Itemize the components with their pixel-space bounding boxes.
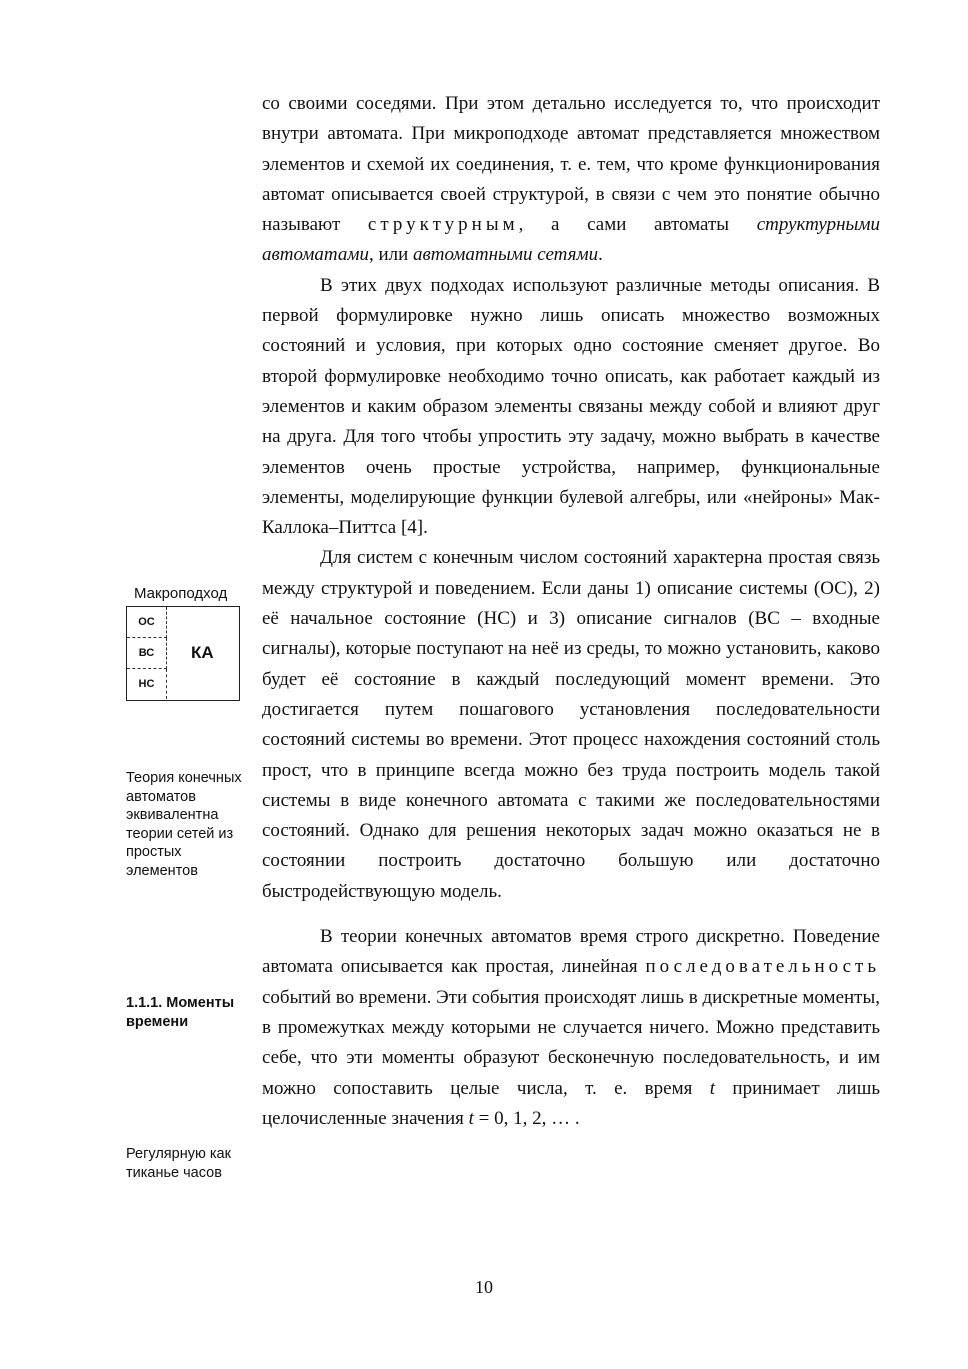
spaced-term: последовательность: [645, 956, 880, 978]
paragraph-3: Для систем с конечным числом состояний характерна простая связь между структурой и поведением. Если даны 1) описание системы (ОС), 2) её начальное состояние (НС) и 3) описание сигналов (ВС – входные сигналы), которые поступают на неё из среды, то можно установить, каково будет её состояние в каждый последующий момент времени. Это достигается путем пошагового установления последовательности состояний системы во времени. Этот процесс нахождения состояний столь прост, что в принципе всегда можно без труда построить модель такой системы в виде конечного автомата с такими же последовательностями состояний. Однако для решения некоторых задач можно оказаться не в состоянии построить достаточно большую или достаточно быстродействующую модель.: [262, 547, 880, 902]
variable-t: t: [709, 1077, 716, 1099]
diagram-cell-vs: ВС: [127, 638, 167, 669]
text: со своими соседями. При этом детально исследуется то, что происходит внутри автомата. При микроподходе автомат представляется множеством элементов и схемой их соединения, т. е. тем, что кроме функционирования автомат описывается своей структурой, в связи с чем это понятие обычно называют: [262, 93, 880, 236]
margin-note-regular: Регулярную как тиканье часов: [126, 1146, 231, 1181]
paragraph-1: [262, 89, 880, 271]
text: .: [598, 244, 603, 266]
page-number: 10: [475, 1277, 493, 1297]
diagram-caption: Макроподход: [134, 585, 228, 602]
main-text: [262, 89, 880, 1134]
section-heading: 1.1.1. Моменты времени: [126, 995, 235, 1030]
text: , а сами автоматы: [518, 214, 757, 236]
macro-approach-diagram: [126, 606, 240, 701]
text: , или: [368, 244, 414, 266]
margin-note-theory: Теория конечных автоматов эквивалентна теории сетей из простых элементов: [126, 770, 242, 879]
diagram-cell-os: ОС: [127, 607, 167, 638]
italic-term: автоматными сетями: [413, 244, 599, 266]
diagram-center-label: КА: [191, 643, 214, 662]
paragraph-2: В этих двух подходах используют различные методы описания. В первой формулировке нужно лишь описать множество возможных состояний и условия, при которых одно состояние сменяет другое. Во второй формулировке необходимо точно описать, как работает каждый из элементов и каким образом элементы связаны между собой и влияют друг на друга. Для того чтобы упростить эту задачу, можно выбрать в качестве элементов очень простые устройства, например, функциональные элементы, моделирующие функции булевой алгебры, или «нейроны» Мак-Каллока–Питтса [4].: [262, 274, 880, 539]
formula-variable: t: [468, 1107, 474, 1129]
paragraph-4: [262, 922, 880, 1134]
italic-term: структурными автоматами: [262, 214, 881, 266]
text: принимает лишь целочисленные значения: [262, 1077, 880, 1129]
text: событий во времени. Эти события происходят лишь в дискретные моменты, в промежутках между которыми не случается ничего. Можно представить себе, что эти моменты образуют бесконечную последовательность, и им можно сопоставить целые числа, т. е. время: [262, 986, 880, 1099]
formula: = 0, 1, 2, … .: [473, 1107, 580, 1129]
spaced-term: структурным: [367, 214, 519, 236]
text: В теории конечных автоматов время строго дискретно. Поведение автомата описывается как простая, линейная: [262, 926, 880, 978]
diagram-cell-ns: НС: [127, 669, 167, 699]
